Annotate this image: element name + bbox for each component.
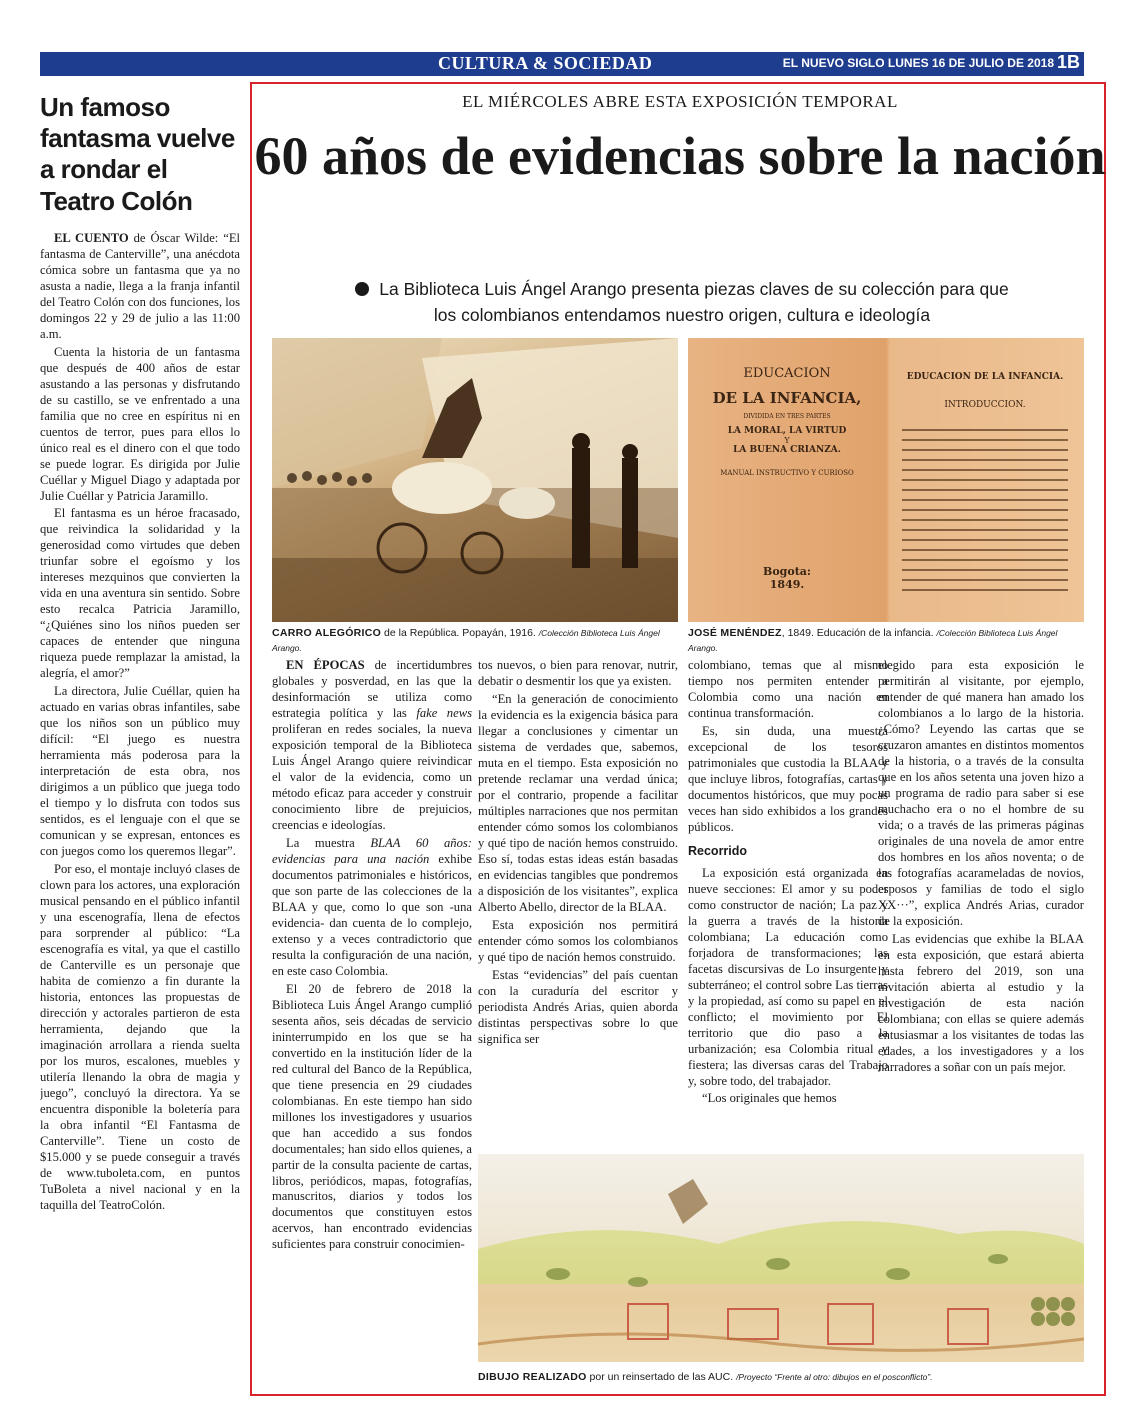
book-text: DE LA INFANCIA, xyxy=(712,389,862,407)
book-right-page xyxy=(886,338,1084,622)
photo-dibujo xyxy=(478,1154,1084,1362)
body-column-2 xyxy=(478,658,678,1144)
sepia-parade-illustration xyxy=(272,338,678,622)
caption-bold: CARRO ALEGÓRICO xyxy=(272,627,382,639)
photo1-caption xyxy=(272,626,676,656)
caption-text: por un reinsertado de las AUC. xyxy=(586,1371,737,1383)
book-text: INTRODUCCION. xyxy=(944,400,1026,410)
body-paragraph: “En la generación de conocimiento la evidencia es la exigencia básica para llegar a conclusiones y cimentar un sistema de verdades que, sabemos, muta en el tiempo. Esta exposición no pretende reclamar una verdad única; por el contrario, propende a facilitar múltiples narraciones que nos permitan entender cómo somos los colombianos y qué tipo de nación hemos construido. Eso sí, todas estas ideas están basadas en evidencias tangibles que pondremos a disposición de los visitantes”, explica Alberto Abello, director de la BLAA. xyxy=(478,691,678,914)
caption-text: , 1849. Educación de la infancia. xyxy=(781,627,937,639)
body-paragraph: elegido para esta exposición le permitirán al visitante, por ejemplo, entender de qué manera han amado los colombianos a lo largo de la historia. ¿Cómo? Leyendo las cartas que se cruzaron amantes en distintos momentos de la historia, o a través de la consulta que en los años setenta una joven hizo a un programa de radio para saber si ese muchacho era o no el hombre de su vida; o a través de las primeras páginas originales de una novela de amor entre dos hombres en los años noventa; o de las fotografías acarameladas de novios, esposos y familias de todo el siglo XX···”, explica Andrés Arias, curador de la exposición. xyxy=(878,658,1084,928)
book-text: Y xyxy=(784,436,790,445)
body-paragraph: Es, sin duda, una muestra excepcional de los tesoros patrimoniales que custodia la BLAA y que incluye libros, fotografías, cartas y documentos históricos, que muy pocas veces han sido exhibidos a los grandes públicos. xyxy=(688,723,888,834)
photo-carro-alegorico xyxy=(272,338,678,622)
body-paragraph: Las evidencias que exhibe la BLAA en esta exposición, que estará abierta hasta febrero del 2019, son una invitación abierta al estudio y la investigación de esta nación colombiana; con ellas se quiere además entusiasmar a los visitantes de todas las edades, a los investigadores y a los narradores a soñar con un país mejor. xyxy=(878,931,1084,1074)
lead-caps: EL CUENTO xyxy=(54,230,129,245)
photo-educacion-infancia xyxy=(688,338,1084,622)
paragraph-text: de Óscar Wilde: “El fantasma de Canterville”, una anécdota cómica sobre un fantasma que ya no asusta a nadie, llega a la franja infantil del Teatro Colón con dos funciones, los domingos 22 y 29 de julio a las 11:00 a.m. xyxy=(40,230,240,341)
section-title: CULTURA & SOCIEDAD xyxy=(438,53,653,73)
caption-bold: DIBUJO REALIZADO xyxy=(478,1371,587,1383)
paragraph-text: proliferan en redes sociales, la nueva exposición temporal de la Biblioteca Luis Ángel Arango quiere reivindicar el valor de la evidencia, como un método eficaz para acceder y construir conocimiento libre de prejuicios, creencias e ideologías. xyxy=(272,721,472,832)
body-paragraph: tos nuevos, o bien para renovar, nutrir, debatir o desmentir los que ya existen. xyxy=(478,658,678,688)
book-left-page xyxy=(688,338,886,622)
kicker: EL MIÉRCOLES ABRE ESTA EXPOSICIÓN TEMPORAL xyxy=(462,92,898,111)
left-paragraph xyxy=(40,231,240,343)
section-header-bar xyxy=(40,52,1084,76)
crayon-drawing-illustration xyxy=(478,1154,1084,1362)
body-column-1 xyxy=(272,658,472,1388)
left-story-title: Un famoso fantasma vuelve a rondar el Teatro Colón xyxy=(40,92,235,216)
caption-credit: /Colección Biblioteca Luis Ángel Arango. xyxy=(688,628,1058,654)
book-text: MANUAL INSTRUCTIVO Y CURIOSO xyxy=(720,469,854,477)
left-story-body xyxy=(40,231,240,1214)
caption-credit: /Colección Biblioteca Luis Ángel Arango. xyxy=(272,628,660,654)
photo2-caption xyxy=(688,626,1084,656)
section-subtitle: Recorrido xyxy=(688,843,748,858)
book-text: Bogota: xyxy=(763,565,811,578)
page-number: 1B xyxy=(1056,52,1080,72)
newspaper-date: EL NUEVO SIGLO LUNES 16 DE JULIO DE 2018 xyxy=(782,56,1054,70)
body-column-4 xyxy=(878,658,1084,1144)
paragraph-text: de incertidumbres globales y posverdad, en las que la desinformación se utiliza como estrategia política y las xyxy=(272,658,472,720)
caption-bold: JOSÉ MENÉNDEZ xyxy=(688,627,782,639)
italic-text: BLAA 60 años: evidencias para una nación xyxy=(272,835,472,866)
left-paragraph: La directora, Julie Cuéllar, quien ha actuado en varias obras infantiles, sabe que los niños son un público muy difícil: “El juego es nuestra herramienta más poderosa para la interpretación de esta obra, nos dirigimos a un público que juega todo el tiempo y lo disfruta con todos sus sentidos, es el lenguaje con el que se comunican y se expresan, entonces es con juegos como los queremos llegar”. xyxy=(40,684,240,859)
book-text-lines xyxy=(898,420,1072,600)
subhead-text: La Biblioteca Luis Ángel Arango presenta piezas claves de su colección para que los colombianos entendamos nuestro origen, cultura e ideología xyxy=(379,279,1009,326)
body-paragraph: La exposición está organizada en nueve secciones: El amor y su poder como constructor de nación; La paz y la guerra a través de la historia colombiana; La educación como forjadora de transformaciones; las facetas discursivas de Lo insurgente y subterráneo; el control sobre Las tierras y la propiedad, así como su papel en el conflicto; el movimiento por El territorio que dio paso a la urbanización; esa Colombia ritual y fiestera; las diversas caras del Trabajo y, sobre todo, del trabajador. xyxy=(688,865,888,1088)
subhead xyxy=(352,276,1012,329)
body-paragraph: Esta exposición nos permitirá entender cómo somos los colombianos y qué tipo de nación hemos construido. xyxy=(478,917,678,964)
body-paragraph xyxy=(272,836,472,980)
headline: 60 años de evidencias sobre la nación xyxy=(254,126,1106,186)
book-text: DIVIDIDA EN TRES PARTES xyxy=(743,413,831,420)
italic-text: fake news xyxy=(416,705,472,720)
paragraph-text: La muestra xyxy=(286,835,371,850)
body-paragraph: Estas “evidencias” del país cuentan con la curaduría del escritor y periodista Andrés Arias, quien aborda distintas perspectivas sobre lo que significa ser xyxy=(478,967,678,1046)
paragraph-text: exhibe documentos patrimoniales e históricos, que son parte de las colecciones de la BLAA y que, como lo que son -una evidencia- dan cuenta de lo complejo, extenso y a veces contradictorio que resulta la configuración de una nación, en este caso Colombia. xyxy=(272,851,472,978)
photo3-caption xyxy=(478,1370,1084,1385)
left-paragraph: Cuenta la historia de un fantasma que después de 400 años de estar asustando a las personas y disfrutando de su castillo, se ve enfrentado a una familia que no cree en espíritus ni en cuentos de terror, pues para ellos lo único real es el dinero con el que todo se puede lograr. Es dirigida por Julie Cuéllar y Miguel Diago y adaptada por Julie Cuéllar y Patricia Jaramillo. xyxy=(40,344,240,503)
caption-credit: /Proyecto “Frente al otro: dibujos en el posconflicto”. xyxy=(736,1372,933,1382)
left-paragraph: El fantasma es un héroe fracasado, que reivindica la solidaridad y la generosidad como virtudes que deben triunfar sobre el egoísmo y los intereses mezquinos que convierten la vida en una aventura sin sentido. Sobre esto recalca Patricia Jaramillo, “¿Quiénes sino los niños pueden ser capaces de entender que ninguna riqueza puede remplazar la amistad, la alegría, el amor?” xyxy=(40,506,240,681)
body-paragraph: colombiano, temas que al mismo tiempo nos permiten entender a Colombia como una nación en continua transformación. xyxy=(688,658,888,720)
book-text: EDUCACION xyxy=(743,366,831,381)
book-text: LA BUENA CRIANZA. xyxy=(733,445,841,455)
book-text: EDUCACION DE LA INFANCIA. xyxy=(906,372,1064,382)
left-story xyxy=(40,92,240,1392)
book-text: LA MORAL, LA VIRTUD xyxy=(727,426,847,436)
book-text: 1849. xyxy=(769,578,805,591)
body-column-3 xyxy=(688,658,888,1144)
lead-caps: EN ÉPOCAS xyxy=(286,658,365,672)
body-paragraph xyxy=(272,658,472,834)
body-paragraph: El 20 de febrero de 2018 la Biblioteca Luis Ángel Arango cumplió sesenta años, seis décadas de servicio ininterrumpido en los que se ha convertido en la institución líder de la red cultural del Banco de la República, que tiene presencia en 29 ciudades colombianas. En este tiempo han sido millones los investigadores y usuarios que han accedido a sus fondos documentales; han sido ellos quienes, a partir de la consulta paciente de cartas, libros, periódicos, mapas, fotografías, manuscritos, diarios y todos los documentos que constituyen estos acervos, han encontrado evidencias suficientes para construir conocimien- xyxy=(272,981,472,1252)
main-story-frame xyxy=(250,82,1106,1396)
bullet-icon xyxy=(355,282,369,296)
left-paragraph: Por eso, el montaje incluyó clases de clown para los actores, una exploración musical pensando en el público infantil y una escenografía, llena de efectos para sorprender al público: “La escenografía es vital, ya que el castillo de Canterville es un personaje que habita de comienzo a fin durante la historia, entonces las propuestas de dirección y actorales partieron de esta herramienta, dejando que la imaginación arrollara a rienda suelta por los muros, escalones, muebles y utilería llenando la obra de magia y juego”, concluyó la directora. Ya se encuentra disponible la boletería para la obra infantil “El Fantasma de Canterville”. Tiene un costo de $15.000 y se puede conseguir a través de www.tuboleta.com, en puntos TuBoleta a nivel nacional y en la taquilla del TeatroColón. xyxy=(40,862,240,1212)
caption-text: de la República. Popayán, 1916. xyxy=(381,627,539,639)
body-paragraph: “Los originales que hemos xyxy=(702,1091,837,1106)
